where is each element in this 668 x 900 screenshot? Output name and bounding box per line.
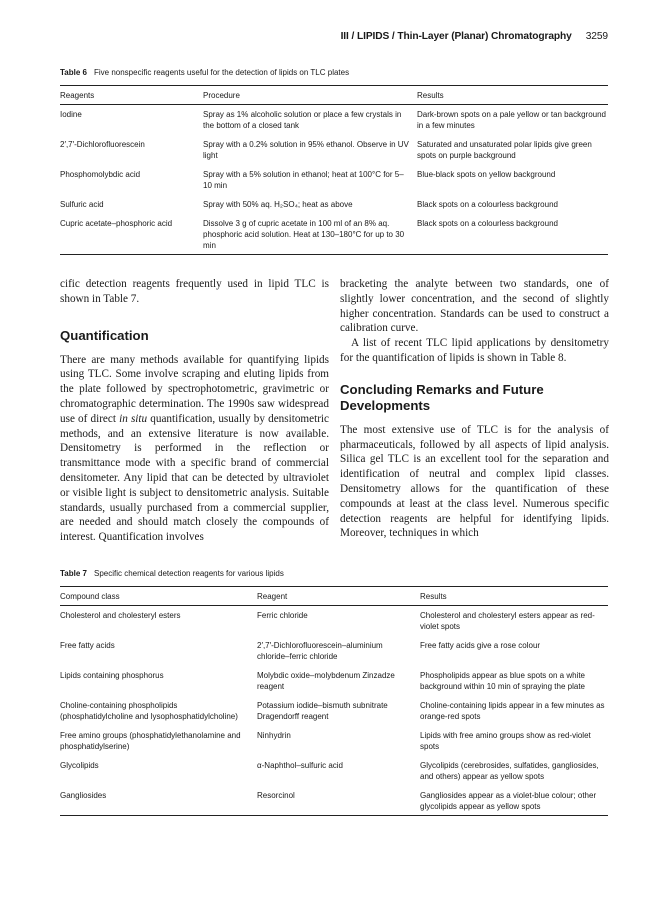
table-7 xyxy=(60,568,608,816)
compound-cell: Cholesterol and cholesteryl esters xyxy=(60,611,181,620)
table-7-caption xyxy=(60,568,608,579)
compound-cell: Free amino groups (phosphatidylethanolamine and phosphatidylserine) xyxy=(60,731,241,751)
reagent-cell: 2′,7′-Dichlorofluorescein–aluminium chloride–ferric chloride xyxy=(257,641,383,661)
result-cell: Black spots on a colourless background xyxy=(417,200,558,209)
compound-cell: Glycolipids xyxy=(60,761,99,770)
compound-cell: Lipids containing phosphorus xyxy=(60,671,164,680)
result-cell: Dark-brown spots on a pale yellow or tan background in a few minutes xyxy=(417,110,606,130)
continuation-paragraph: cific detection reagents frequently used in lipid TLC is shown in Table 7. xyxy=(60,278,329,305)
running-head xyxy=(341,31,608,42)
reagent-cell: Potassium iodide–bismuth subnitrate Dragendorff reagent xyxy=(257,701,388,721)
table-7-caption-text: Specific chemical detection reagents for various lipids xyxy=(93,569,284,578)
column-header-reagent: Reagent xyxy=(257,592,288,601)
reagent-cell: Phosphomolybdic acid xyxy=(60,170,141,179)
table-header-row xyxy=(60,86,608,104)
reagent-cell: Iodine xyxy=(60,110,82,119)
result-cell: Saturated and unsaturated polar lipids give green spots on purple background xyxy=(417,140,592,160)
table-6-caption xyxy=(60,67,608,78)
result-cell: Free fatty acids give a rose colour xyxy=(420,641,541,650)
table-row xyxy=(60,700,608,722)
reagent-cell: Sulfuric acid xyxy=(60,200,104,209)
column-header-results: Results xyxy=(420,592,447,601)
compound-cell: Free fatty acids xyxy=(60,641,115,650)
result-cell: Phospholipids appear as blue spots on a white background within 10 min of spraying the plate xyxy=(420,671,585,691)
result-cell: Blue-black spots on yellow background xyxy=(417,170,556,179)
table-row xyxy=(60,169,608,191)
running-title: III / LIPIDS / Thin-Layer (Planar) Chromatography xyxy=(340,31,572,42)
table-row xyxy=(60,199,608,210)
section-heading-quantification: Quantification xyxy=(60,327,149,343)
result-cell: Glycolipids (cerebrosides, sulfatides, gangliosides, and others) appear as yellow spots xyxy=(420,761,599,781)
table-row xyxy=(60,760,608,782)
table-7-label: Table 7 xyxy=(60,569,87,578)
reagent-cell: Molybdic oxide–molybdenum Zinzadze reagent xyxy=(257,671,395,691)
procedure-cell: Spray with a 0.2% solution in 95% ethanol. Observe in UV light xyxy=(203,140,409,160)
right-column xyxy=(340,277,609,541)
compound-cell: Gangliosides xyxy=(60,791,107,800)
table-row xyxy=(60,218,608,251)
result-cell: Lipids with free amino groups show as red-violet spots xyxy=(420,731,591,751)
table-bottom-rule xyxy=(60,254,608,255)
result-cell: Gangliosides appear as a violet-blue colour; other glycolipids appear as yellow spots xyxy=(420,791,597,811)
table-6-caption-text: Five nonspecific reagents useful for the detection of lipids on TLC plates xyxy=(93,68,350,77)
italic-in-situ: in situ xyxy=(119,412,148,425)
section-heading-concluding-remarks: Concluding Remarks and Future Developments xyxy=(340,381,544,413)
procedure-cell: Spray with a 5% solution in ethanol; heat at 100°C for 5–10 min xyxy=(203,170,404,190)
reagent-cell: Cupric acetate–phosphoric acid xyxy=(60,219,173,228)
column-header-results: Results xyxy=(417,91,444,100)
table-row xyxy=(60,670,608,692)
table-row xyxy=(60,109,608,131)
reagent-cell: Ninhydrin xyxy=(257,731,291,740)
result-cell: Cholesterol and cholesteryl esters appear as red-violet spots xyxy=(420,611,595,631)
left-column xyxy=(60,277,329,545)
procedure-cell: Dissolve 3 g of cupric acetate in 100 ml of an 8% aq. phosphoric acid solution. Heat at 130–180°C for up to 30 min xyxy=(203,219,405,250)
column-header-compound-class: Compound class xyxy=(60,592,120,601)
table-8-reference-paragraph: A list of recent TLC lipid applications by densitometry for the quantification of lipids is shown in Table 8. xyxy=(340,337,609,364)
reagent-cell: 2′,7′-Dichlorofluorescein xyxy=(60,140,145,149)
table-row xyxy=(60,730,608,752)
quantification-paragraph: There are many methods available for quantifying lipids using TLC. Some involve scraping and eluting lipids from the plate followed by spectrophotometric, gravimetric or chromatographic determination. The 1990s saw widespread use of direct in situ quantification, usually by densitometric methods, and an extensive literature is now available. Densitometry is performed in the reflection or transmittance mode with a specific brand of commercial densitometer. Any lipid that can be detected by ultraviolet or visible light is subject to densitometric analysis. Suitable standards, usually purchased from a commercial supplier, are needed and should match closely the compounds of interest. Quantification involves xyxy=(60,353,329,544)
table-header-row xyxy=(60,587,608,605)
table-row xyxy=(60,139,608,161)
quantification-paragraph-continued: bracketing the analyte between two standards, one of slightly lower concentration, and the second of slightly higher concentration. Standards can be used to construct a calibration curve. xyxy=(340,278,609,335)
table-6-label: Table 6 xyxy=(60,68,87,77)
table-bottom-rule xyxy=(60,815,608,816)
table-6 xyxy=(60,67,608,255)
reagent-cell: Ferric chloride xyxy=(257,611,308,620)
table-row xyxy=(60,610,608,632)
table-row xyxy=(60,640,608,662)
procedure-cell: Spray with 50% aq. H₂SO₄; heat as above xyxy=(203,200,353,209)
reagent-cell: α-Naphthol–sulfuric acid xyxy=(257,761,343,770)
procedure-cell: Spray as 1% alcoholic solution or place a few crystals in the bottom of a closed tank xyxy=(203,110,402,130)
column-header-procedure: Procedure xyxy=(203,91,240,100)
page-number: 3259 xyxy=(585,31,608,42)
result-cell: Black spots on a colourless background xyxy=(417,219,558,228)
column-header-reagents: Reagents xyxy=(60,91,95,100)
concluding-paragraph: The most extensive use of TLC is for the analysis of pharmaceuticals, followed by all aspects of lipid analysis. Silica gel TLC is an excellent tool for the separation and identification of neutral and complex lipid classes. Densitometry allows for the quantification of these compounds at least at the class level. Numerous specific detection reagents are helpful for identifying lipids. Moreover, techniques in which xyxy=(340,423,609,540)
result-cell: Choline-containing lipids appear in a few minutes as orange-red spots xyxy=(420,701,605,721)
reagent-cell: Resorcinol xyxy=(257,791,295,800)
compound-cell: Choline-containing phospholipids (phosphatidylcholine and lysophosphatidylcholine) xyxy=(60,701,238,721)
table-row xyxy=(60,790,608,812)
